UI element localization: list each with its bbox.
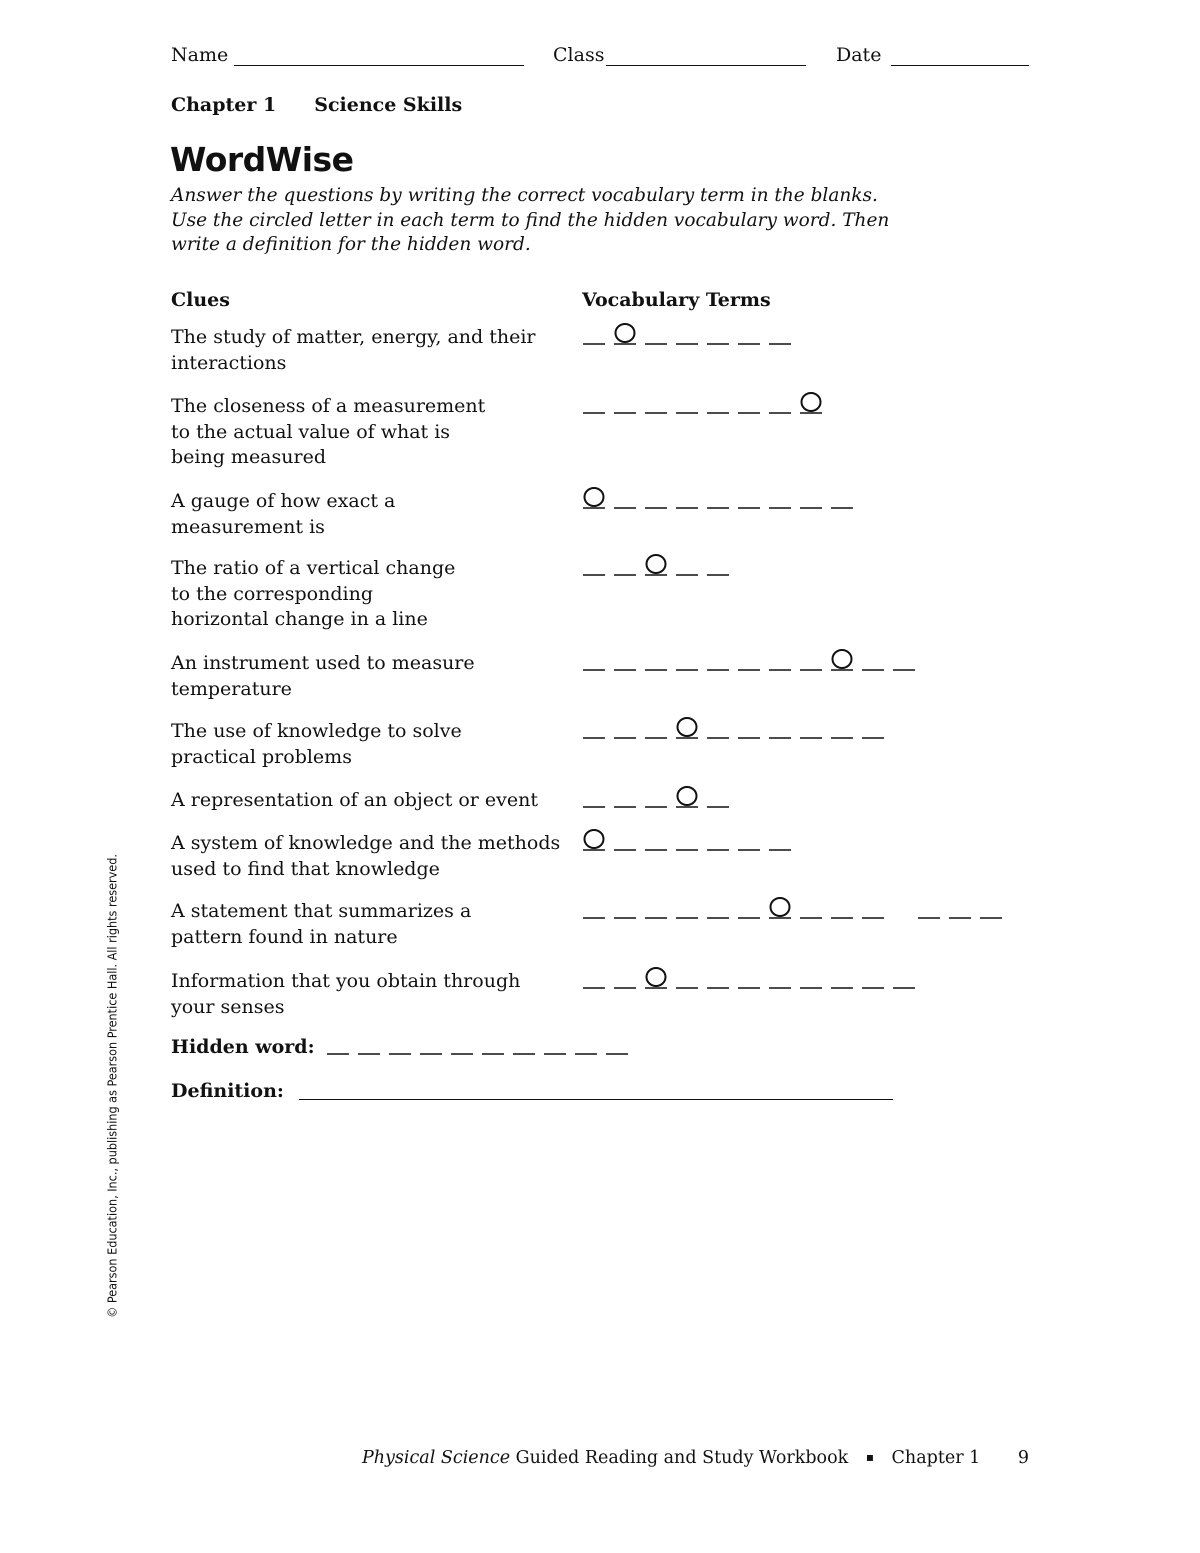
class-line[interactable] (606, 47, 806, 66)
clue-8: A system of knowledge and the methods used to find that knowledge (171, 832, 561, 880)
chapter-heading (171, 94, 462, 116)
circled-letter-marker (678, 718, 697, 736)
clue-10: Information that you obtain through your senses (171, 970, 521, 1018)
clues-heading: Clues (171, 289, 230, 311)
term-blanks-6[interactable] (583, 714, 893, 744)
name-field[interactable] (171, 44, 524, 66)
footer-book-italic: Physical Science (362, 1448, 511, 1468)
clue-1: The study of matter, energy, and their interactions (171, 326, 536, 374)
term-blanks-2[interactable] (583, 389, 831, 419)
term-blanks-4[interactable] (583, 551, 738, 581)
blank-row (327, 1030, 637, 1060)
term-blanks-10[interactable] (583, 964, 924, 994)
blank-row (583, 320, 800, 350)
date-line[interactable] (891, 47, 1029, 66)
clue-3: A gauge of how exact a measurement is (171, 490, 396, 538)
footer-separator: ▪ (865, 1450, 874, 1464)
blank-row (583, 714, 893, 744)
circled-letter-marker (585, 488, 604, 506)
class-field[interactable] (553, 44, 806, 66)
circled-letter-marker (647, 555, 666, 573)
name-line[interactable] (234, 47, 524, 66)
circled-letter-marker (616, 324, 635, 342)
blank-row (583, 646, 924, 676)
blank-row (583, 894, 1011, 924)
class-label: Class (553, 44, 605, 66)
footer-chapter: Chapter 1 (891, 1448, 981, 1468)
name-label: Name (171, 44, 229, 66)
clue-9: A statement that summarizes a pattern found in nature (171, 900, 472, 948)
copyright-notice: © Pearson Education, Inc., publishing as Pearson Prentice Hall. All rights reserved. (104, 854, 120, 1318)
blank-row (583, 389, 831, 419)
term-blanks-5[interactable] (583, 646, 924, 676)
term-blanks-9[interactable] (583, 894, 1011, 924)
circled-letter-marker (833, 650, 852, 668)
circled-letter-marker (647, 968, 666, 986)
page-number: 9 (1017, 1448, 1029, 1468)
chapter-title: Science Skills (314, 94, 463, 116)
definition-line[interactable] (299, 1099, 893, 1100)
circled-letter-marker (585, 830, 604, 848)
chapter-number: Chapter 1 (171, 94, 277, 116)
term-blanks-1[interactable] (583, 320, 800, 350)
term-blanks-3[interactable] (583, 484, 862, 514)
circled-letter-marker (771, 898, 790, 916)
footer-book-title: Guided Reading and Study Workbook (515, 1448, 849, 1468)
clue-6: The use of knowledge to solve practical problems (171, 720, 462, 768)
circled-letter-marker (678, 787, 697, 805)
date-label: Date (836, 44, 882, 66)
clue-4: The ratio of a vertical change to the corresponding horizontal change in a line (171, 557, 456, 630)
term-blanks-8[interactable] (583, 826, 800, 856)
hidden-word-blanks[interactable] (327, 1030, 637, 1060)
blank-row (583, 964, 924, 994)
page-footer (362, 1448, 1029, 1468)
definition-label: Definition: (171, 1080, 284, 1102)
term-blanks-7[interactable] (583, 783, 738, 813)
clue-5: An instrument used to measure temperature (171, 652, 475, 700)
page-title: WordWise (170, 140, 354, 179)
clue-2: The closeness of a measurement to the actual value of what is being measured (171, 395, 486, 468)
date-field[interactable] (836, 44, 1029, 66)
blank-row (583, 783, 738, 813)
terms-heading: Vocabulary Terms (582, 289, 771, 311)
blank-row (583, 484, 862, 514)
blank-row (583, 826, 800, 856)
blank-row (583, 551, 738, 581)
clue-7: A representation of an object or event (171, 789, 539, 811)
circled-letter-marker (802, 393, 821, 411)
instructions: Answer the questions by writing the correct vocabulary term in the blanks. Use the circled letter in each term to find the hidden vocabulary word. Then write a definition for the hidden word. (171, 185, 890, 255)
hidden-word-label: Hidden word: (171, 1036, 315, 1058)
